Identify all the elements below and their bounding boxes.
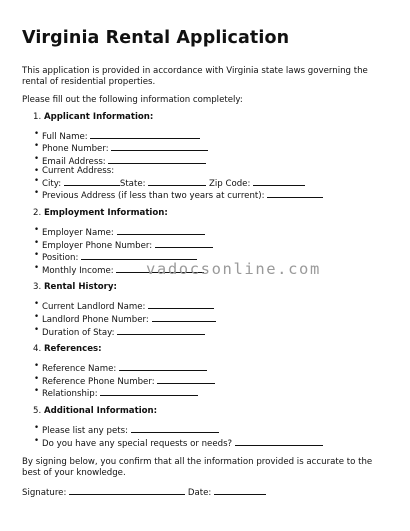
employer-name-line[interactable] (117, 226, 205, 235)
field-list (34, 424, 390, 449)
employer-phone-field: • Employer Phone Number: (34, 239, 390, 252)
employer-name-field: • Employer Name: (34, 226, 390, 239)
section-title: 5. Additional Information: (33, 406, 158, 416)
document-title: Virginia Rental Application (22, 28, 290, 48)
zip-code-line[interactable] (253, 177, 305, 186)
intro-paragraph: This application is provided in accordance with Virginia state laws governing the rental of residential properties. (22, 66, 368, 87)
position-line[interactable] (81, 251, 197, 260)
field-list (34, 300, 390, 338)
reference-name-line[interactable] (119, 362, 207, 371)
section-title: 2. Employment Information: (33, 208, 168, 219)
position-field: • Position: (34, 251, 390, 264)
relationship-field: • Relationship: (34, 387, 390, 400)
city-line[interactable] (64, 177, 120, 186)
pets-line[interactable] (131, 424, 219, 433)
date-line[interactable] (214, 486, 266, 495)
signature-line[interactable] (69, 486, 185, 495)
email-address-line[interactable] (108, 155, 206, 164)
duration-of-stay-line[interactable] (117, 326, 205, 335)
section-title: 4. References: (33, 344, 102, 355)
special-requests-line[interactable] (235, 437, 323, 446)
signature-row: Signature: Date: (22, 486, 390, 499)
current-landlord-field: • Current Landlord Name: (34, 300, 390, 313)
previous-address-line[interactable] (267, 189, 323, 198)
landlord-phone-field: • Landlord Phone Number: (34, 313, 390, 326)
reference-name-field: • Reference Name: (34, 362, 390, 375)
confirmation-paragraph: By signing below, you confirm that all the information provided is accurate to the best of your knowledge. (22, 457, 373, 478)
pets-field: • Please list any pets: (34, 424, 390, 437)
phone-number-line[interactable] (111, 142, 208, 151)
current-landlord-line[interactable] (148, 300, 214, 309)
section-references (22, 344, 390, 400)
field-list (34, 130, 390, 203)
city-state-zip-field: • City: State: Zip Code: (34, 177, 390, 190)
section-title: 3. Rental History: (33, 282, 117, 293)
section-applicant-information (22, 112, 390, 203)
full-name-field: • Full Name: (34, 130, 390, 143)
relationship-line[interactable] (100, 387, 198, 396)
state-line[interactable] (148, 177, 206, 186)
watermark: vadocsonline.com (146, 260, 321, 278)
section-rental-history (22, 282, 390, 338)
landlord-phone-line[interactable] (152, 313, 216, 322)
reference-phone-line[interactable] (157, 375, 215, 384)
instructions-paragraph: Please fill out the following information completely: (22, 95, 243, 105)
employer-phone-line[interactable] (155, 239, 213, 248)
monthly-income-field: • Monthly Income: (34, 264, 390, 277)
email-address-field: • Email Address: (34, 155, 390, 168)
phone-number-field: • Phone Number: (34, 142, 390, 155)
duration-of-stay-field: • Duration of Stay: (34, 326, 390, 339)
full-name-line[interactable] (90, 130, 200, 139)
reference-phone-field: • Reference Phone Number: (34, 375, 390, 388)
previous-address-field: • Previous Address (if less than two years at current): (34, 189, 390, 202)
section-title: 1. Applicant Information: (33, 111, 154, 122)
section-additional-information (22, 406, 390, 449)
current-address-field: • Current Address: (34, 167, 390, 177)
special-requests-field: • Do you have any special requests or needs? (34, 437, 390, 450)
field-list (34, 362, 390, 400)
